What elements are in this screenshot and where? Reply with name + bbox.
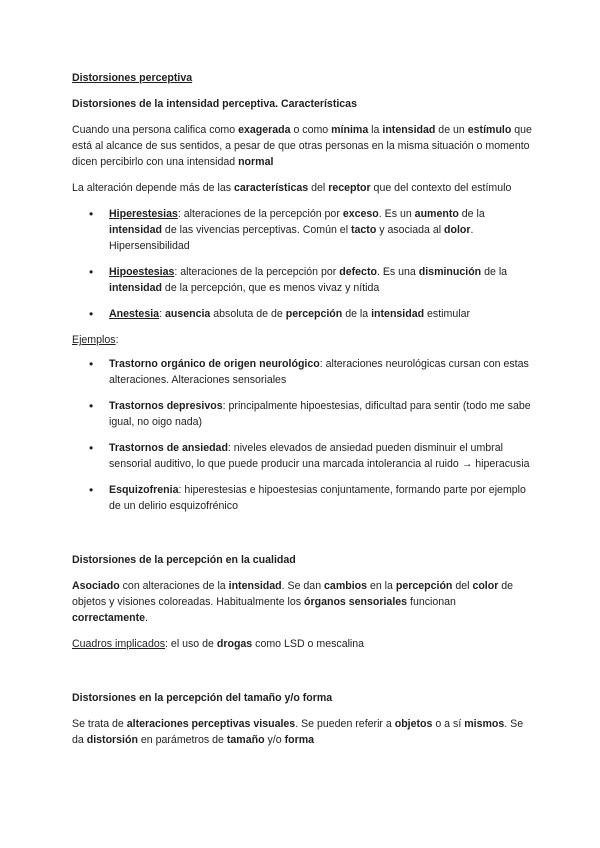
- list-item-anestesia: • Anestesia: ausencia absoluta de de percepción de la intensidad estimular: [72, 306, 532, 322]
- section-spacer: [72, 524, 532, 552]
- list-item: • Trastorno orgánico de origen neurológico: alteraciones neurológicas cursan con estas alteraciones. Alteraciones sensoriales: [72, 356, 532, 388]
- document-content: [72, 70, 532, 758]
- section-spacer: [72, 662, 532, 690]
- list-item-hiperestesias: • Hiperestesias: alteraciones de la percepción por exceso. Es un aumento de la intensidad de las vivencias perceptivas. Común el tacto y asociada al dolor. Hipersensibilidad: [72, 206, 532, 254]
- intensity-types-list: [72, 206, 532, 322]
- quality-paragraph: Asociado con alteraciones de la intensidad. Se dan cambios en la percepción del color de objetos y visiones coloreadas. Habitualmente los órganos sensoriales funcionan correctamente.: [72, 580, 514, 624]
- list-item: • Trastornos de ansiedad: niveles elevados de ansiedad pueden disminuir el umbral sensorial auditivo, lo que puede producir una marcada intolerancia al ruido → hiperacusia: [72, 440, 532, 472]
- list-item-hipoestesias: • Hipoestesias: alteraciones de la percepción por defecto. Es una disminución de la intensidad de la percepción, que es menos vivaz y nítida: [72, 264, 532, 296]
- size-shape-paragraph: Se trata de alteraciones perceptivas visuales. Se pueden referir a objetos o a sí mismos. Se da distorsión en parámetros de tamaño y/o forma: [72, 718, 524, 746]
- section-quality-heading: Distorsiones de la percepción en la cualidad: [72, 554, 296, 566]
- list-item: • Esquizofrenia: hiperestesias e hipoestesias conjuntamente, formando parte por ejemplo de un delirio esquizofrénico: [72, 482, 532, 514]
- intensity-paragraph-1: Cuando una persona califica como exagerada o como mínima la intensidad de un estímulo que está al alcance de sus sentidos, a pesar de que otras personas en la misma situación o momento dicen percibirlo con una intensidad normal: [72, 124, 532, 168]
- examples-list: [72, 356, 532, 514]
- implicated-conditions: Cuadros implicados: el uso de drogas como LSD o mescalina: [72, 638, 365, 650]
- examples-label: Ejemplos:: [72, 334, 119, 346]
- intensity-paragraph-2: La alteración depende más de las características del receptor que del contexto del estímulo: [72, 182, 512, 194]
- page-title: Distorsiones perceptiva: [72, 72, 193, 84]
- section-intensity-heading: Distorsiones de la intensidad perceptiva. Características: [72, 98, 357, 110]
- list-item: • Trastornos depresivos: principalmente hipoestesias, dificultad para sentir (todo me sabe igual, no oigo nada): [72, 398, 532, 430]
- section-size-shape-heading: Distorsiones en la percepción del tamaño y/o forma: [72, 692, 333, 704]
